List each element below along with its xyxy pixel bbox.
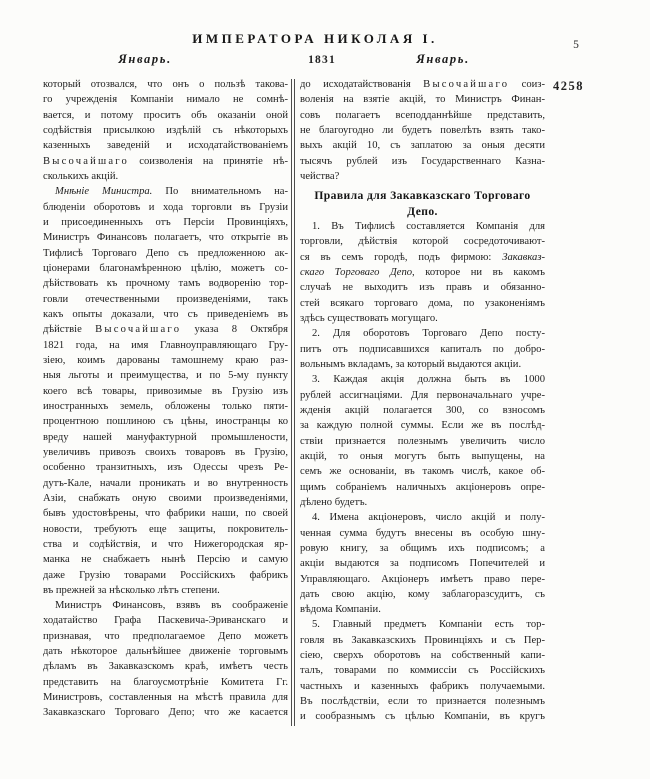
text-line: Депо. bbox=[407, 204, 438, 218]
margin-act-number: 4258 bbox=[553, 79, 584, 93]
text-line: ства и содѣйствія, и что Нижегородская яр- bbox=[43, 538, 288, 550]
text-line: содѣйствія присылкою издѣлій съ нѣкоторыхъ bbox=[43, 124, 288, 136]
page-number: 5 bbox=[573, 39, 579, 51]
text-line: воленія на взятіе акцій, то Министръ Финан- bbox=[300, 94, 545, 106]
text-line: ціонерами благонамѣренною цѣлію, можетъ со- bbox=[43, 262, 288, 274]
text-line: 4. Имена акціонеровъ, число акцій и полу- bbox=[312, 512, 545, 524]
text-line: 3. Каждая акція должна быть въ 1000 bbox=[312, 374, 545, 386]
text-line: жденія акцій полагается 300, со взносомъ bbox=[300, 404, 545, 416]
text-line: за каждую полной суммы. Если же въ послѣд- bbox=[300, 420, 545, 432]
left-text-column bbox=[43, 77, 288, 721]
text-line: увеличивъ привозъ своихъ товаровъ въ Грузію, bbox=[43, 446, 288, 458]
text-line: 1821 года, на имя Главноуправляющаго Гру- bbox=[43, 339, 288, 351]
text-line: Управляющаго. Акціонеръ имѣетъ право пере- bbox=[300, 573, 545, 585]
text-line: ченная сумма будутъ внесены въ особую шну- bbox=[300, 527, 545, 539]
text-line: Мнѣніе Министра. По внимательномъ на- bbox=[55, 186, 288, 198]
text-line: дѣйствіе Высочайшаго указа 8 Октября bbox=[43, 324, 288, 336]
text-line: и сообразнымъ съ цѣлью Компаніи, въ кругъ bbox=[300, 711, 545, 723]
text-line: го учрежденія Компаніи нимало не сомнѣ- bbox=[43, 94, 288, 106]
text-line: говли отечественными произведеніями, такъ bbox=[43, 293, 288, 305]
text-line: Министровъ, составленныя на мѣстѣ правила для bbox=[43, 692, 288, 704]
text-line: до исходатайствованія Высочайшаго соиз- bbox=[300, 79, 546, 90]
right-text-column bbox=[300, 77, 545, 725]
text-line: Министръ Финансовъ, взявъ въ соображеніе bbox=[55, 600, 288, 612]
text-line: который отозвался, что онъ о пользѣ такова- bbox=[43, 79, 288, 90]
text-line: стей всякаго торговаго дома, по узаконеніямъ bbox=[300, 297, 545, 309]
text-line: вольнымъ вкладамъ, за который выдаются акціи. bbox=[300, 358, 522, 370]
text-line: какъ опыты доказали, что съ приведеніемъ въ bbox=[43, 308, 288, 320]
text-line: особенно транзитныхъ, изъ Одессы чрезъ Ре- bbox=[43, 462, 288, 474]
text-line: здѣсь существовать могущаго. bbox=[300, 312, 438, 324]
running-head-title: ИМПЕРАТОРА НИКОЛАЯ I. bbox=[192, 31, 438, 46]
text-line: дутъ-Кале, начали проникать и во внутренность bbox=[43, 477, 288, 489]
running-head-year: 1831 bbox=[308, 54, 336, 66]
text-line: дѣламъ въ Закавказскомъ краѣ, имѣетъ честь bbox=[43, 661, 288, 673]
text-line: Министръ Финансовъ полагаетъ, что открытіе въ bbox=[43, 232, 288, 244]
text-line: 2. Для оборотовъ Торговаго Депо посту- bbox=[312, 328, 545, 340]
text-line: тысячъ рублей изъ Государственнаго Казна- bbox=[300, 155, 545, 167]
text-line: говля въ Закавказскихъ Провинціяхъ и съ Пер- bbox=[300, 634, 545, 646]
text-line: случаѣ не выходитъ изъ правъ и обязанно- bbox=[300, 282, 545, 294]
text-line: рублей ассигнаціями. Для первоначальнаго учре- bbox=[300, 389, 545, 401]
text-line: чейства? bbox=[300, 170, 340, 182]
text-line: коего всѣ товары, привозимые въ Грузію изъ bbox=[43, 385, 288, 397]
text-line: блюденіи оборотовъ и хода торговли въ Грузіи bbox=[43, 201, 288, 213]
text-line: сіею, сверхъ оборотовъ на собственный капи- bbox=[300, 650, 545, 662]
text-line: акцій, то оныя могутъ быть выпущены, на bbox=[300, 450, 545, 462]
text-line: Тифлисѣ Торговаго Депо съ предложенною ак- bbox=[43, 247, 288, 259]
text-line: иностранныхъ земель, обложены только пяти- bbox=[43, 400, 288, 412]
text-line: манка не снабжаетъ нынѣ Персію и самую bbox=[43, 554, 288, 566]
text-line: представить на благоусмотрѣніе Комитета Гг. bbox=[43, 676, 288, 688]
text-line: частныхъ и казенныхъ фабрикъ получаемыми. bbox=[300, 680, 545, 692]
text-line: щимъ собраніемъ наличныхъ акціонеровъ опре- bbox=[300, 481, 545, 493]
text-line: вѣдома Компаніи. bbox=[300, 604, 381, 616]
running-head-month-left: Январь. bbox=[118, 52, 172, 66]
text-line: и присоединенныхъ отъ Персіи Провинціяхъ, bbox=[43, 216, 288, 228]
text-line: 1. Въ Тифлисѣ составляется Компанія для bbox=[312, 220, 545, 232]
text-line: дѣлено будетъ. bbox=[300, 496, 368, 508]
text-line: новости, требуютъ еще защиты, покровитель- bbox=[43, 523, 288, 535]
text-line: Въ послѣдствіи, если то признается полезнымъ bbox=[300, 696, 545, 708]
text-line: вреду нашей мануфактурной промышлености, bbox=[43, 431, 288, 443]
text-line: зіею, коимъ дарованы тамошнему краю раз- bbox=[43, 354, 288, 366]
text-line: ровую книгу, за общимъ ихъ подписомъ; а bbox=[300, 542, 545, 554]
text-line: дать нѣкоторое дальнѣйшее движеніе торговымъ bbox=[43, 646, 288, 658]
text-line: ныя льготы и преимущества, и по 5-му пункту bbox=[43, 370, 288, 382]
text-line: даже Грузію товарами Россійскихъ фабрикъ bbox=[43, 569, 288, 581]
text-line: 5. Главный предметъ Компаніи есть тор- bbox=[312, 619, 545, 631]
text-line: процентною пошлиною съ цѣны, иностранцы ко bbox=[43, 416, 288, 428]
text-line: Высочайшаго соизволенія на принятіе нѣ- bbox=[43, 155, 288, 167]
text-line: ся въ семъ городѣ, подъ фирмою: Закавказ- bbox=[300, 251, 545, 263]
text-line: бывъ удостовѣрены, что фабрики наши, по своей bbox=[43, 508, 288, 520]
text-line: въ прежней за нѣсколько лѣтъ степени. bbox=[43, 584, 220, 596]
text-line: выхъ акцій 10, съ заплатою за оныя десяти bbox=[300, 140, 545, 152]
text-line: ствіи признается полезнымъ увеличить число bbox=[300, 435, 545, 447]
running-head-month-right: Январь. bbox=[416, 52, 470, 66]
text-line: совъ полагаетъ всеподданнѣйше представить, bbox=[300, 109, 545, 121]
text-line: Закавказскаго Торговаго Депо; что же касается bbox=[43, 707, 288, 719]
text-line: питъ отъ подписавшихся капиталъ по добро- bbox=[300, 343, 545, 355]
text-line: дать свою акцію, кому заблагоразсудитъ, съ bbox=[300, 588, 545, 600]
text-line: вается, и потому проситъ объ оказаніи оной bbox=[43, 109, 288, 121]
text-line: сколькихъ акцій. bbox=[43, 170, 119, 182]
column-divider-rule bbox=[291, 79, 295, 726]
text-line: талъ, товарами по коммиссіи съ Россійскихъ bbox=[300, 665, 545, 677]
text-line: ходатайство Графа Паскевича-Эриванскаго и bbox=[43, 615, 288, 627]
text-line: дѣйствовать къ прочному тамъ водворенію тор- bbox=[43, 278, 288, 290]
text-line: семъ же основаніи, въ такомъ числѣ, какое об- bbox=[300, 466, 545, 478]
text-line: скаго Торговаго Депо, которое ни въ какомъ bbox=[300, 266, 545, 278]
text-line: не благоугодно ли будетъ повелѣть взять тако- bbox=[300, 124, 545, 136]
text-line: Азіи, снабжать оную своими произведеніями, bbox=[43, 492, 288, 504]
text-line: признавая, что предполагаемое Депо можетъ bbox=[43, 630, 288, 642]
text-line: казенныхъ заведеній и исходатайствованіемъ bbox=[43, 140, 288, 152]
text-line: Правила для Закавказскаго Торговаго bbox=[314, 189, 531, 203]
text-line: акціи выдаются за подписомъ Попечителей и bbox=[300, 558, 545, 570]
text-line: торговли, дѣйствія которой сосредоточивают- bbox=[300, 236, 545, 248]
